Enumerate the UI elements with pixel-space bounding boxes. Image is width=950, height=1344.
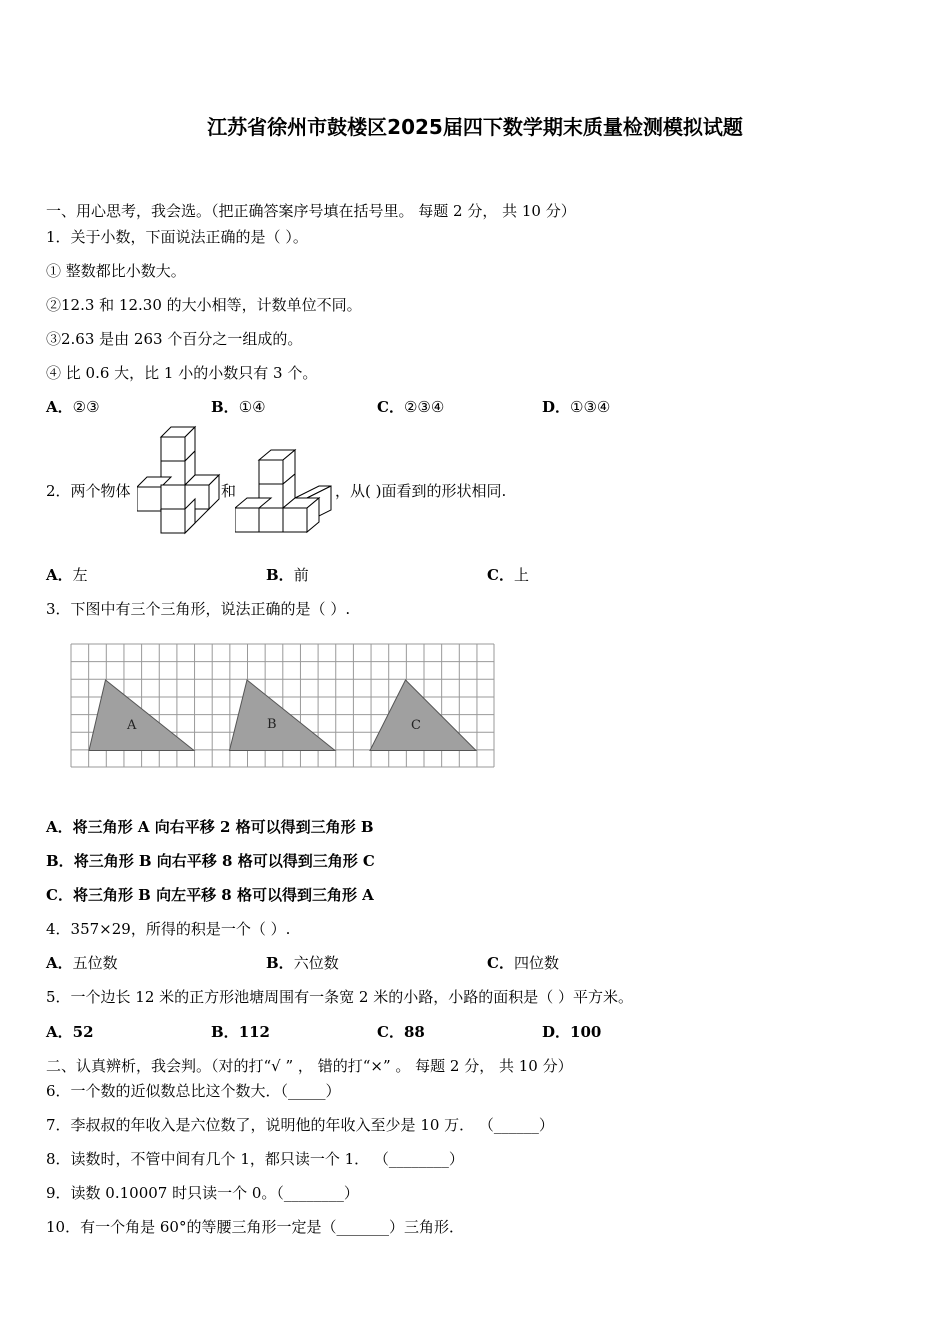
triangle-b-label: B [267,717,277,732]
triangle-c [370,680,476,751]
q3-grid-figure [70,643,496,771]
section2-heading: 二、认真辨析，我会判。（对的打“√ ” ， 错的打“×” 。 每题 2 分， 共 10 分） [46,1057,573,1075]
q1-option-a[interactable]: A．②③ [46,398,100,416]
triangle-c-label: C [411,718,421,733]
q9-stem: 9．读数 0.10007 时只读一个 0。（________） [46,1184,359,1202]
q2-stem-part1: 2．两个物体 [46,482,131,500]
q8-stem: 8．读数时，不管中间有几个 1，都只读一个 1． （________） [46,1150,464,1168]
q4-option-a[interactable]: A．五位数 [46,954,118,972]
q2-cube-figure-2 [235,448,335,536]
q1-stem: 1．关于小数，下面说法正确的是（ ）。 [46,228,308,246]
q7-stem: 7．李叔叔的年收入是六位数了，说明他的年收入至少是 10 万． （______） [46,1116,554,1134]
q2-stem-part3: ，从( )面看到的形状相同. [335,482,507,500]
q3-stem: 3．下图中有三个三角形，说法正确的是（ ）. [46,600,351,618]
q5-stem: 5．一个边长 12 米的正方形池塘周围有一条宽 2 米的小路，小路的面积是（ ）平方米。 [46,988,634,1006]
q5-option-a[interactable]: A．52 [46,1023,94,1041]
q1-statement-2: ②12.3 和 12.30 的大小相等，计数单位不同。 [46,296,362,314]
q3-option-a[interactable]: A．将三角形 A 向右平移 2 格可以得到三角形 B [46,818,374,836]
q2-option-a[interactable]: A．左 [46,566,88,584]
q5-option-c[interactable]: C．88 [377,1023,425,1041]
q2-stem-part2: 和 [221,482,237,500]
page-title: 江苏省徐州市鼓楼区2025届四下数学期末质量检测模拟试题 [207,115,743,139]
q6-stem: 6．一个数的近似数总比这个数大．（_____） [46,1082,341,1100]
q2-cube-figure-1 [137,425,221,535]
q3-option-b[interactable]: B．将三角形 B 向右平移 8 格可以得到三角形 C [46,852,375,870]
q2-option-b[interactable]: B．前 [266,566,309,584]
q3-option-c[interactable]: C．将三角形 B 向左平移 8 格可以得到三角形 A [46,886,374,904]
section1-heading: 一、用心思考，我会选。（把正确答案序号填在括号里。 每题 2 分， 共 10 分） [46,202,576,220]
q5-option-b[interactable]: B．112 [211,1023,270,1041]
q4-option-b[interactable]: B．六位数 [266,954,339,972]
triangle-a-label: A [127,718,137,733]
q4-option-c[interactable]: C．四位数 [487,954,559,972]
q1-statement-1: ① 整数都比小数大。 [46,262,186,280]
q1-option-b[interactable]: B．①④ [211,398,266,416]
q1-statement-4: ④ 比 0.6 大，比 1 小的小数只有 3 个。 [46,364,318,382]
triangle-b [230,680,336,751]
q1-option-c[interactable]: C．②③④ [377,398,445,416]
q4-stem: 4．357×29，所得的积是一个（ ）. [46,920,291,938]
q1-option-d[interactable]: D．①③④ [542,398,611,416]
q5-option-d[interactable]: D．100 [542,1023,602,1041]
q1-statement-3: ③2.63 是由 263 个百分之一组成的。 [46,330,303,348]
q10-stem: 10．有一个角是 60°的等腰三角形一定是（_______）三角形． [46,1218,464,1236]
q2-option-c[interactable]: C．上 [487,566,529,584]
